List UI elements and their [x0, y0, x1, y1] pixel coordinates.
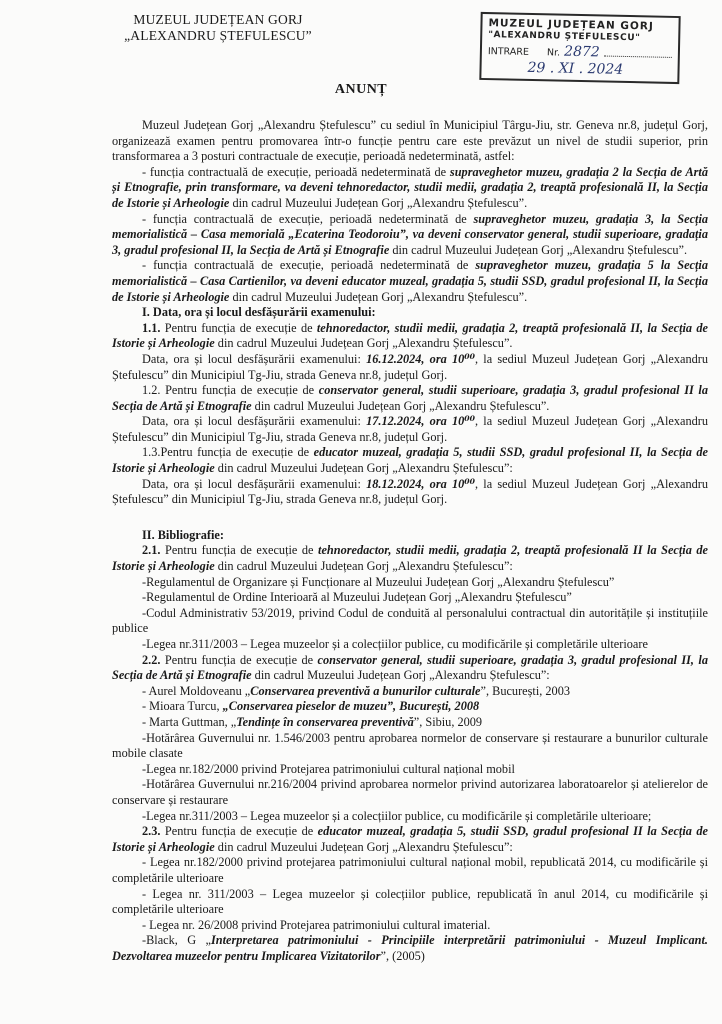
section-number: 1.1.	[142, 320, 161, 335]
item-text: ”, București, 2003	[480, 683, 570, 698]
item-text: din cadrul Muzeului Județean Gorj „Alexandru Ștefulescu”:	[251, 668, 550, 683]
item-text: - Marta Guttman, „	[142, 714, 237, 729]
position-item-2	[112, 212, 708, 259]
item-emphasis: supraveghetor muzeu, gradația 5 la Secția memorialistică – Casa Cartienilor, va deveni educator muzeal, gradația 5, studii SSD, gradul profesional II, la Secția de Istorie și Arheologie	[112, 258, 708, 304]
item-text: , la sediul Muzeul Județean Gorj „Alexandru Ștefulescu” din Municipiul Tg-Jiu, strada Geneva nr.8, județul Gorj.	[112, 414, 708, 444]
item-text: din cadrul Muzeului Județean Gorj „Alexandru Ștefulescu”.	[229, 289, 528, 304]
stamp-number-value: 2872	[563, 43, 600, 61]
item-text: Pentru funcția de execuție de	[160, 543, 319, 558]
item-text: - Aurel Moldoveanu „	[142, 683, 251, 698]
item-text: Pentru funcția de execuție de	[160, 824, 318, 839]
stamp-entry-row	[488, 44, 672, 62]
item-text: din cadrul Muzeului Județean Gorj „Alexandru Ștefulescu”.	[251, 398, 550, 413]
bibliography-item	[112, 699, 708, 715]
item-text: Pentru funcția de execuție de	[160, 320, 317, 335]
bibliography-item: -Hotărârea Guvernului nr. 1.546/2003 pentru aprobarea normelor de conservare și restaurare a bunurilor culturale mobile clasate	[112, 730, 708, 761]
bibliography-item	[112, 715, 708, 731]
institution-header	[88, 12, 348, 44]
announcement-body	[112, 118, 708, 964]
section-1-2-date	[112, 414, 708, 445]
header-line-2: „ALEXANDRU ȘTEFULESCU”	[124, 28, 312, 43]
bibliography-item: - Legea nr. 26/2008 privind Protejarea patrimoniului cultural imaterial.	[142, 917, 491, 932]
item-text: ”, (2005)	[380, 948, 425, 963]
item-emphasis: supraveghetor muzeu, gradația 3, la Secția memorialistică – Casa memorială „Ecaterina Teodoroiu”, va deveni conservator general, studii superioare, gradația 3, gradul profesional II, la Secția de Artă și Etnografie	[112, 211, 709, 257]
section-2-1	[112, 543, 708, 574]
section-2-2	[112, 653, 708, 684]
item-text: ”, Sibiu, 2009	[413, 714, 483, 729]
item-text: Pentru funcția de execuție de	[160, 652, 318, 667]
item-text: Data, ora și locul desfășurării examenului:	[142, 414, 367, 429]
item-text: din cadrul Muzeului Județean Gorj „Alexandru Ștefulescu”:	[214, 559, 513, 574]
item-text: - funcția contractuală de execuție, perioadă nedeterminată de	[142, 258, 476, 273]
page-title: ANUNȚ	[334, 82, 388, 97]
exam-date: 17.12.2024, ora 10⁰⁰	[366, 414, 476, 429]
bibliography-item: -Regulamentul de Organizare și Funcționare al Muzeului Județean Gorj „Alexandru Ștefulescu”	[142, 574, 615, 589]
bibliography-item: -Legea nr.311/2003 – Legea muzeelor și a colecțiilor publice, cu modificările și completările ulterioare;	[142, 808, 652, 823]
item-emphasis: tehnoredactor, studii medii, gradația 2, treaptă profesională II, la Secția de Istorie și Arheologie	[112, 320, 708, 351]
section-2-heading: II. Bibliografie:	[142, 527, 224, 542]
item-text: din cadrul Muzeului Județean Gorj „Alexandru Ștefulescu”.	[229, 195, 528, 210]
item-emphasis: conservator general, studii superioare, gradația 3, gradul profesional II, la Secția de Artă și Etnografie	[112, 652, 708, 683]
section-number: 2.2.	[142, 652, 161, 667]
item-text: Data, ora și locul desfășurării examenului:	[142, 351, 367, 366]
item-emphasis: Interpretarea patrimoniului - Principiile interpretării patrimoniului - Muzeul Implicant. Dezvoltarea muzeelor pentru Implicarea Vizitatorilor	[112, 933, 708, 963]
item-emphasis: conservator general, studii superioare, gradația 3, gradul profesional II la Secția de Artă și Etnografie	[112, 383, 708, 413]
item-text: - funcția contractuală de execuție, perioadă nedeterminată de	[142, 211, 474, 226]
item-text: - Mioara Turcu,	[142, 699, 223, 714]
section-number: 2.3.	[142, 824, 161, 839]
section-1-3	[112, 445, 708, 476]
item-text: 1.2. Pentru funcția de execuție de	[142, 383, 319, 398]
item-text: 1.3.Pentru funcția de execuție de	[142, 445, 314, 460]
stamp-line-1: MUZEUL JUDEȚEAN GORJ	[488, 17, 654, 33]
item-emphasis: educator muzeal, gradația 5, studii SSD, gradul profesional II la Secția de Istorie și Arheologie	[112, 824, 708, 854]
bibliography-item	[112, 933, 708, 964]
section-1-1	[112, 321, 708, 352]
bibliography-item: -Codul Administrativ 53/2019, privind Codul de conduită al personalului contractual din autoritățile și instituțiile publice	[112, 605, 708, 636]
item-text: din cadrul Muzeului Județean Gorj „Alexandru Ștefulescu”:	[214, 839, 513, 854]
stamp-dotted-line	[604, 55, 672, 57]
stamp-entry-label: INTRARE	[487, 46, 530, 58]
item-text: din cadrul Muzeului Județean Gorj „Alexandru Ștefulescu”.	[389, 242, 688, 257]
item-text: Data, ora și locul desfășurării examenului:	[142, 476, 367, 491]
stamp-number-label: Nr.	[546, 47, 561, 59]
item-text: , la sediul Muzeul Județean Gorj „Alexandru Ștefulescu” din Municipiul Tg-Jiu, strada Geneva nr.8, județul Gorj.	[112, 351, 708, 382]
bibliography-item: -Regulamentul de Ordine Interioară al Muzeului Județean Gorj „Alexandru Ștefulescu”	[142, 590, 572, 605]
bibliography-item: -Hotărârea Guvernului nr.216/2004 privind aprobarea normelor privind autorizarea laboratoarelor și atelierelor de conservare și restaurare	[112, 777, 708, 807]
stamp-line-2: "ALEXANDRU ȘTEFULESCU"	[488, 30, 641, 44]
position-item-1	[112, 165, 708, 212]
item-text: din cadrul Muzeului Județean Gorj „Alexandru Ștefulescu”.	[214, 336, 513, 351]
bibliography-item: - Legea nr.182/2000 privind protejarea patrimoniului cultural național mobil, republicată 2014, cu modificările și completările ulterioare	[112, 855, 708, 885]
item-emphasis: educator muzeal, gradația 5, studii SSD, gradul profesional II, la Secția de Istorie și Arheologie	[112, 445, 708, 476]
item-emphasis: Tendințe în conservarea preventivă	[236, 714, 414, 729]
item-text: , la sediul Muzeul Județean Gorj „Alexandru Ștefulescu” din Municipiul Tg-Jiu, strada Geneva nr.8, județul Gorj.	[112, 476, 708, 507]
item-text: din cadrul Muzeului Județean Gorj „Alexandru Ștefulescu”:	[214, 461, 513, 476]
section-1-3-date	[112, 477, 708, 508]
item-text: - funcția contractuală de execuție, perioadă nedeterminată de	[142, 164, 450, 179]
exam-date: 18.12.2024, ora 10⁰⁰	[366, 476, 476, 491]
bibliography-item: -Legea nr.182/2000 privind Protejarea patrimoniului cultural național mobil	[142, 761, 515, 776]
section-1-heading: I. Data, ora și locul desfășurării examenului:	[142, 305, 376, 320]
item-text: -Black, G „	[142, 933, 211, 948]
bibliography-item	[112, 684, 708, 700]
registration-stamp	[479, 12, 680, 84]
exam-date: 16.12.2024, ora 10⁰⁰	[366, 351, 476, 366]
stamp-date-value: 29 . XI . 2024	[527, 59, 624, 78]
bibliography-item: -Legea nr.311/2003 – Legea muzeelor și a colecțiilor publice, cu modificările și completările ulterioare	[142, 637, 648, 651]
intro-paragraph: Muzeul Județean Gorj „Alexandru Ștefulescu” cu sediul în Municipiul Târgu-Jiu, str. Geneva nr.8, județul Gorj, organizează examen pentru promovarea într-o funcție pentru care este prevăzut un nivel de studii superior, prin transformarea a 3 posturi contractuale de execuție, perioadă nedeterminată, astfel:	[112, 118, 708, 164]
stamp-date-row	[487, 61, 671, 77]
item-emphasis: „Conservarea pieselor de muzeu”, București, 2008	[222, 699, 480, 714]
bibliography-item: - Legea nr. 311/2003 – Legea muzeelor și colecțiilor publice, republicată în anul 2014, cu modificările și completările ulterioare	[112, 886, 708, 917]
position-item-3	[112, 258, 708, 305]
section-2-3	[112, 824, 708, 855]
section-1-1-date	[112, 352, 708, 383]
header-line-1: MUZEUL JUDEȚEAN GORJ	[133, 12, 303, 27]
item-emphasis: tehnoredactor, studii medii, gradația 2, treaptă profesională II la Secția de Istorie și Arheologie	[112, 543, 708, 574]
item-emphasis: Conservarea preventivă a bunurilor culturale	[250, 683, 481, 698]
item-emphasis: supraveghetor muzeu, gradația 2 la Secția de Artă și Etnografie, prin transformare, va deveni tehnoredactor, studii medii, gradația 2, treaptă profesională II, la Secția de Istorie și Arheologie	[112, 164, 708, 210]
section-number: 2.1.	[142, 543, 161, 558]
section-1-2	[112, 383, 708, 414]
